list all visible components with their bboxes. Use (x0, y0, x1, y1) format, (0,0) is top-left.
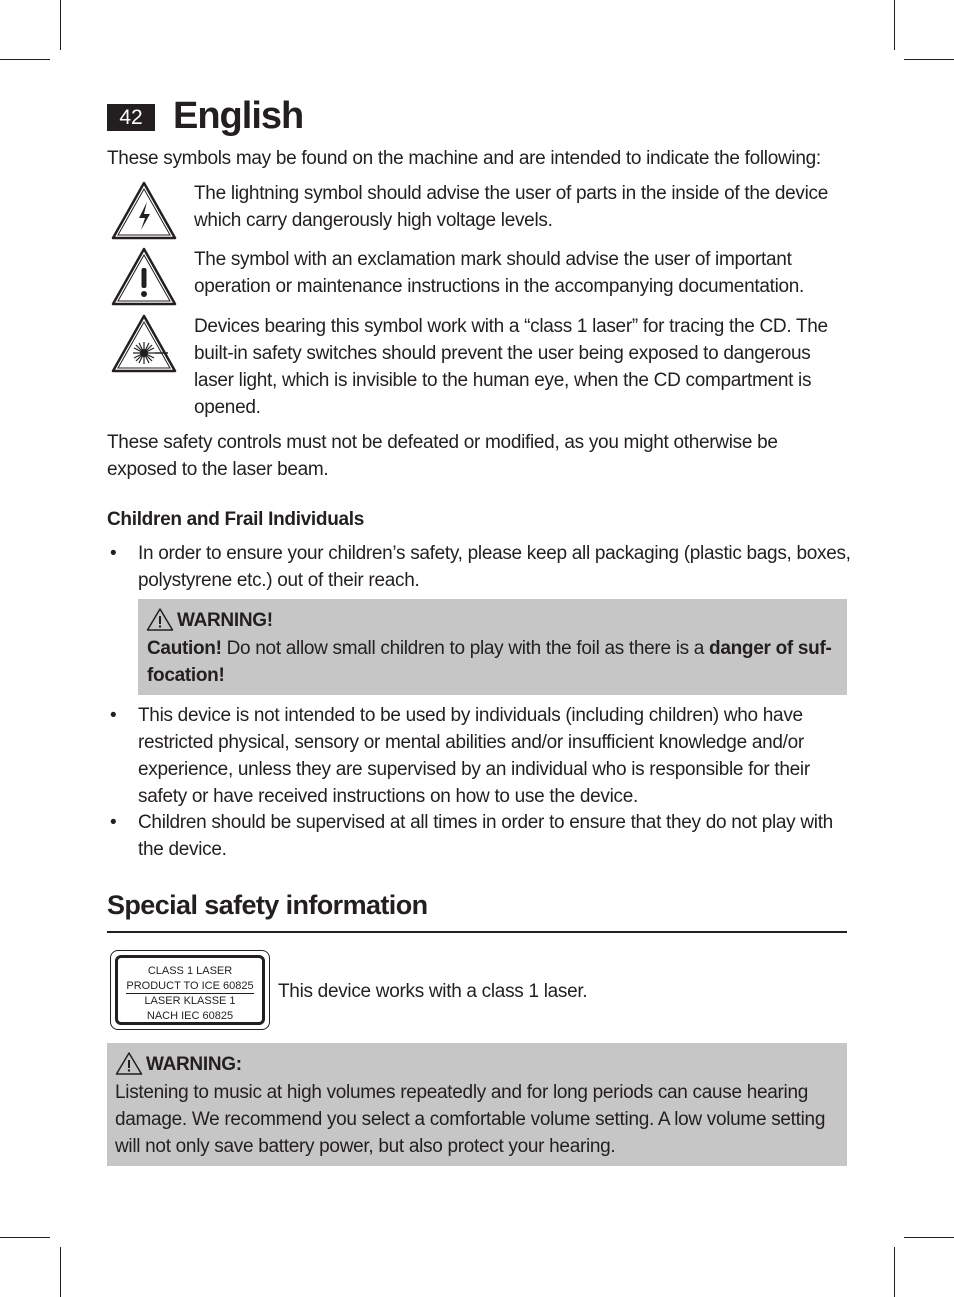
crop-mark (904, 59, 954, 60)
bullet-marker: • (110, 543, 117, 564)
bullet-text: This device is not intended to be used by individuals (including children) who have restricted physical, sensory or mental abilities and/or insufficient knowledge and/or experience, unless they are supervised by an individual who is responsible for their safety or have received instructions on how to use the device. (138, 705, 810, 807)
laser-label-line: CLASS 1 LASER (147, 965, 233, 977)
crop-mark (894, 0, 895, 50)
intro-text: These symbols may be found on the machine and are intended to indicate the following: (107, 148, 821, 169)
crop-mark (904, 1237, 954, 1238)
laser-class-label (110, 950, 270, 1030)
warning-title: WARNING: (146, 1054, 242, 1075)
crop-mark (0, 1237, 50, 1238)
bullet-text: In order to ensure your children’s safety, please keep all packaging (plastic bags, boxes, polystyrene etc.) out of their reach. (138, 543, 851, 591)
symbol-description: The symbol with an exclamation mark should advise the user of important operation or maintenance instructions in the accompanying documentation. (194, 249, 805, 297)
crop-mark (894, 1247, 895, 1297)
crop-mark (0, 59, 50, 60)
lightning-warning-icon (110, 180, 178, 241)
laser-label-line: LASER KLASSE 1 (144, 995, 236, 1007)
page-title: English (173, 95, 304, 137)
warning-triangle-icon (146, 607, 174, 632)
section-divider (107, 931, 847, 933)
warning-text: Caution! Do not allow small children to play with the foil as there is a danger of suf- focation! (147, 638, 832, 686)
section-heading: Special safety information (107, 890, 428, 920)
laser-label-text: This device works with a class 1 laser. (278, 981, 588, 1002)
bullet-text: Children should be supervised at all times in order to ensure that they do not play with the device. (138, 812, 833, 860)
symbol-description: Devices bearing this symbol work with a “class 1 laser” for tracing the CD. The built-in safety switches should prevent the user being exposed to dangerous laser light, which is invisible to the human eye, when the CD compartment is opened. (194, 316, 828, 418)
bullet-marker: • (110, 812, 117, 833)
bullet-marker: • (110, 705, 117, 726)
safety-controls-text: These safety controls must not be defeated or modified, as you might otherwise be exposed to the laser beam. (107, 432, 778, 480)
page-number: 42 (107, 104, 155, 131)
crop-mark (60, 0, 61, 50)
laser-label-line: PRODUCT TO ICE 60825 (126, 980, 254, 992)
laser-label-line: NACH IEC 60825 (146, 1010, 234, 1022)
section-subheading: Children and Frail Individuals (107, 509, 365, 530)
exclamation-warning-icon (110, 246, 178, 307)
crop-mark (60, 1247, 61, 1297)
symbol-description: The lightning symbol should advise the user of parts in the inside of the device which carry dangerously high voltage levels. (194, 183, 828, 231)
warning-triangle-icon (115, 1051, 143, 1076)
laser-warning-icon (110, 313, 178, 374)
warning-title: WARNING! (177, 610, 273, 631)
warning-text: Listening to music at high volumes repeatedly and for long periods can cause hearing damage. We recommend you select a comfortable volume setting. A low volume setting will not only save battery power, but also protect your hearing. (115, 1082, 826, 1157)
